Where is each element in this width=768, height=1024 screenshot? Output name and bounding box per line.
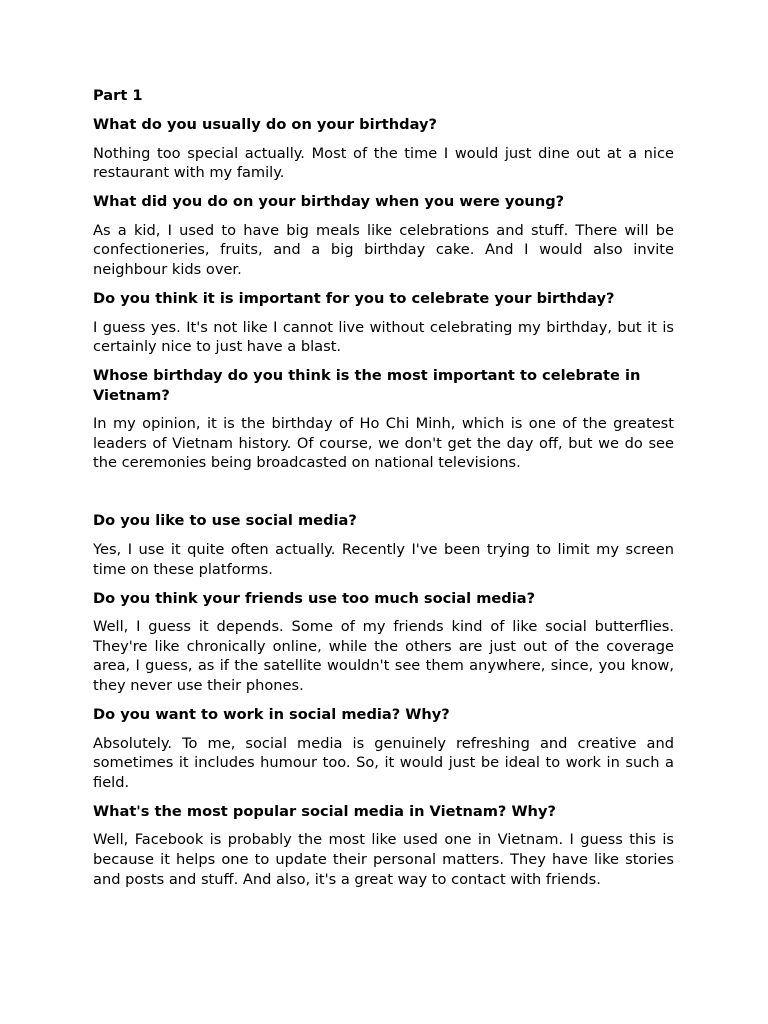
birthday-section bbox=[93, 115, 674, 473]
answer-6: Well, I guess it depends. Some of my friends kind of like social butterflies. They're like chronically online, while the others are just out of the coverage area, I guess, as if the satellite wouldn't see them anywhere, since, you know, they never use their phones. bbox=[93, 618, 674, 695]
question-5: Do you like to use social media? bbox=[93, 512, 357, 530]
answer-8: Well, Facebook is probably the most like used one in Vietnam. I guess this is because it helps one to update their personal matters. They have like stories and posts and stuff. And also, it's a great way to contact with friends. bbox=[93, 831, 674, 888]
question-1: What do you usually do on your birthday? bbox=[93, 116, 437, 133]
section-spacer bbox=[93, 482, 674, 511]
question-2: What did you do on your birthday when you were young? bbox=[93, 193, 565, 211]
question-3: Do you think it is important for you to celebrate your birthday? bbox=[93, 289, 615, 307]
social-media-section bbox=[93, 511, 674, 889]
answer-7: Absolutely. To me, social media is genuinely refreshing and creative and sometimes it includes humour too. So, it would just be ideal to work in such a field. bbox=[93, 734, 674, 791]
answer-2: As a kid, I used to have big meals like celebrations and stuff. There will be confectioneries, fruits, and a big birthday cake. And I would also invite neighbour kids over. bbox=[93, 221, 674, 278]
answer-1: Nothing too special actually. Most of the time I would just dine out at a nice restaurant with my family. bbox=[93, 144, 674, 182]
question-4: Whose birthday do you think is the most important to celebrate in Vietnam? bbox=[93, 367, 641, 404]
question-8: What's the most popular social media in Vietnam? Why? bbox=[93, 802, 556, 820]
question-7: Do you want to work in social media? Why? bbox=[93, 706, 450, 723]
part-title: Part 1 bbox=[93, 87, 143, 104]
document-page bbox=[93, 86, 674, 899]
answer-5: Yes, I use it quite often actually. Recently I've been trying to limit my screen time on these platforms. bbox=[93, 541, 674, 578]
answer-4: In my opinion, it is the birthday of Ho Chi Minh, which is one of the greatest leaders of Vietnam history. Of course, we don't get the day off, but we do see the ceremonies being broadcasted on national televisions. bbox=[93, 415, 674, 472]
question-6: Do you think your friends use too much social media? bbox=[93, 589, 536, 607]
answer-3: I guess yes. It's not like I cannot live without celebrating my birthday, but it is certainly nice to just have a blast. bbox=[93, 318, 674, 356]
